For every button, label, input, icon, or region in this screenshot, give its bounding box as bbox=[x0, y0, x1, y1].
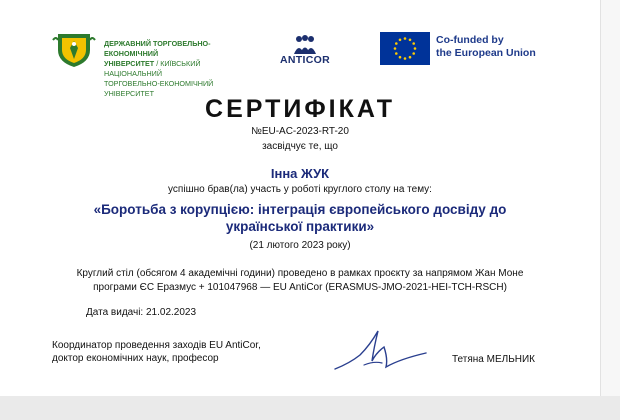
handwritten-signature bbox=[330, 325, 430, 375]
university-crest-icon bbox=[52, 30, 96, 68]
coordinator-line2: доктор економічних наук, професор bbox=[52, 353, 219, 364]
anticor-people-icon bbox=[290, 34, 320, 56]
eu-flag-icon bbox=[380, 32, 430, 65]
viewer-right-edge bbox=[600, 0, 620, 420]
university-name-line2b: / КИЇВСЬКИЙ НАЦІОНАЛЬНИЙ bbox=[104, 59, 201, 78]
certificate-title: СЕРТИФІКАТ bbox=[205, 95, 395, 123]
project-description bbox=[70, 267, 530, 295]
project-description-line2: програми ЄС Еразмус + 101047968 — EU AntiCor (ERASMUS-JMO-2021-HEI-TCH-RSCH) bbox=[93, 282, 507, 293]
project-description-line1: Круглий стіл (обсягом 4 академічні години) проведено в рамках проєкту за напрямом Жан Моне bbox=[76, 268, 524, 279]
eu-cofunded-label bbox=[436, 34, 576, 60]
event-date: (21 лютого 2023 року) bbox=[249, 240, 351, 251]
recipient-name: Інна ЖУК bbox=[270, 166, 330, 181]
anticor-label: ANTICOR bbox=[280, 54, 330, 66]
university-name bbox=[104, 39, 254, 99]
participation-text: успішно брав(ла) участь у роботі круглого столу на тему: bbox=[168, 184, 432, 195]
coordinator-line1: Координатор проведення заходів EU AntiCor, bbox=[52, 340, 261, 351]
coordinator-title bbox=[52, 339, 261, 365]
event-topic-line1: «Боротьба з корупцією: інтеграція європейського досвіду до bbox=[93, 202, 507, 217]
viewer-bottom-edge bbox=[0, 396, 620, 420]
eu-line1: Co-funded by bbox=[436, 34, 504, 46]
certifies-text: засвідчує те, що bbox=[262, 141, 338, 152]
certificate-number: №EU-AC-2023-RT-20 bbox=[251, 126, 349, 137]
university-name-line1: ДЕРЖАВНИЙ ТОРГОВЕЛЬНО-ЕКОНОМІЧНИЙ bbox=[104, 39, 211, 58]
university-name-line3: ТОРГОВЕЛЬНО-ЕКОНОМІЧНИЙ УНІВЕРСИТЕТ bbox=[104, 79, 214, 98]
university-name-line2: УНІВЕРСИТЕТ bbox=[104, 59, 155, 68]
event-topic bbox=[70, 201, 530, 235]
signer-name: Тетяна МЕЛЬНИК bbox=[452, 354, 535, 365]
event-topic-line2: української практики» bbox=[225, 219, 375, 234]
issue-date: Дата видачі: 21.02.2023 bbox=[86, 307, 197, 318]
eu-line2: the European Union bbox=[436, 47, 536, 59]
